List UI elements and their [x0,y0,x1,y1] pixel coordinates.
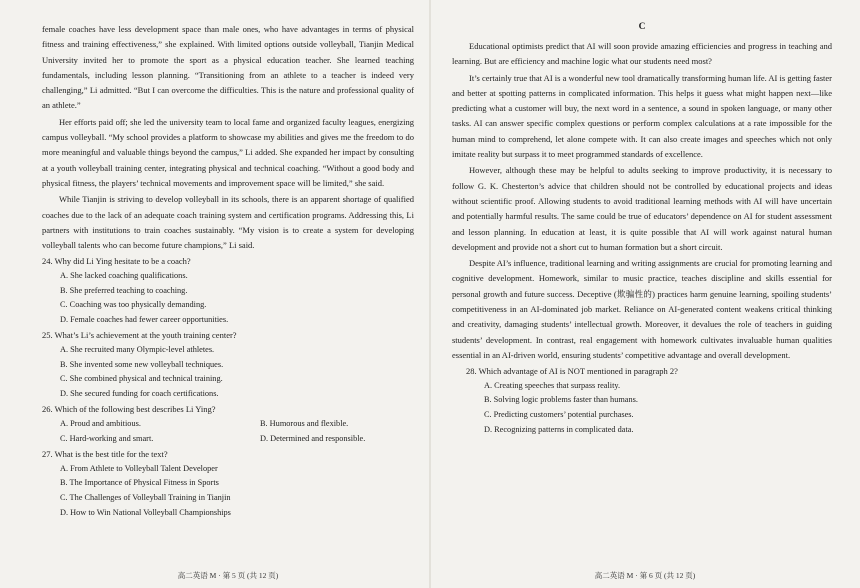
page-6 [430,0,860,588]
option-b: B. Humorous and flexible. [260,418,349,428]
option-c: C. The Challenges of Volleyball Training in Tianjin [60,492,231,502]
option-d: D. Determined and responsible. [260,433,366,443]
passage-paragraph: Her efforts paid off; she led the university team to local fame and organized faculty leagues, energizing campus volleyball. “My school provides a platform to showcase my abilities and gives me the freedom to do more meaningful and valuable things beyond the campus,” Li added. She expanded her impact by consulting at a youth volleyball training center, integrating physical and technical coaching. “Without a good body and physical fitness, the players’ technical movements and improvement space will be limited,” she said. [42,116,414,188]
option-grid [42,417,414,446]
passage-paragraph: Despite AI’s influence, traditional learning and writing assignments are crucial for promoting learning and cognitive development. Homework, similar to music practice, teaches discipline and skills essential for personal growth and future success. Deceptive (欺骗性的) practices harm genuine learning, spoiling students’ competitiveness in an AI-dominated job market. Reliance on AI-generated content weakens critical thinking and creativity, damaging students’ intellectual growth. Moreover, it devalues the role of teachers in guiding students’ development. In contrast, real engagement with homework cultivates invaluable human qualities essential in an AI-driven world, ensuring students’ competitive advantage and overall development. [452,258,832,360]
option-c: C. She combined physical and technical training. [60,374,223,384]
question-stem: 27. What is the best title for the text? [42,449,168,460]
option-d: D. How to Win National Volleyball Championships [60,507,231,517]
passage-paragraph: Educational optimists predict that AI will soon provide amazing efficiencies and progress in teaching and learning. But are efficiency and machine logic what our students need most? [452,41,832,67]
option-a: A. She recruited many Olympic-level athletes. [60,345,215,355]
passage-paragraph: While Tianjin is striving to develop volleyball in its schools, there is an apparent shortage of qualified coaches due to the lack of an adequate coach training system and certification programs. Addressing this, Li partners with institutions to train coaches sustainably. “My vision is to create a system for developing volleyball talents who can become future champions,” Li said. [42,194,414,251]
question-stem: 25. What’s Li’s achievement at the youth training center? [42,330,237,341]
option-d: D. She secured funding for coach certifications. [60,388,219,398]
option-a: A. Proud and ambitious. [60,418,141,428]
passage-paragraph: It’s certainly true that AI is a wonderful new tool dramatically transforming human life. AI is getting faster and better at spotting patterns in complicated information. This helps it guess what might happen next—like predicting what a customer will buy, the next word in a sentence, a sound in spoken language, or many other tasks. AI can answer specific complex questions or perform complex calculations at a rate impossible for the human mind to comprehend, let alone compete with. It can also create images and speeches which not only imitate reality but surpass it to meet programmed standards of excellence. [452,72,832,160]
option-d: D. Female coaches had fewer career opportunities. [60,314,229,324]
option-c: C. Hard-working and smart. [60,433,154,443]
option-c: C. Coaching was too physically demanding. [60,300,207,310]
option-d: D. Recognizing patterns in complicated data. [484,424,634,434]
option-b: B. She invented some new volleyball techniques. [60,359,224,369]
page-footer: 高二英语 M · 第 5 页 (共 12 页) [177,571,279,580]
option-a: A. She lacked coaching qualifications. [60,271,188,281]
option-a: A. From Athlete to Volleyball Talent Developer [60,463,218,473]
question-28 [452,364,832,437]
question-24 [42,254,414,327]
option-c: C. Predicting customers’ potential purchases. [484,410,634,420]
option-b: B. She preferred teaching to coaching. [60,285,188,295]
question-27 [42,447,414,520]
option-a: A. Creating speeches that surpass reality. [484,380,621,390]
question-stem: 28. Which advantage of AI is NOT mentioned in paragraph 2? [466,366,678,377]
question-25 [42,328,414,401]
section-heading: C [638,22,646,32]
passage-paragraph: However, although these may be helpful to adults seeking to improve productivity, it is necessary to follow G. K. Chesterton’s advice that children should not be controlled by educational projects and ideas without scientific proof. Allowing students to avoid traditional learning methods with AI will have uncertain and potentially harmful results. The same could be true of educators’ dependence on AI for student assessment and lesson planning. In education at least, it is quite possible that AI will work against natural human development and provide not a short cut to human formation but a short circuit. [452,165,832,252]
passage-paragraph: female coaches have less development space than male ones, who have advantages in terms of physical fitness and training effectiveness,” she explained. With limited options outside volleyball, Tianjin Medical University invited her to promote the sport as a physical education teacher. She learned teaching fundamentals, including lesson planning. “Transitioning from an athlete to a teacher is indeed very challenging,” Li admitted. “But I can overcome the difficulties. This is the nature and professional quality of an athlete.” [42,24,414,111]
question-26 [42,402,414,446]
question-stem: 24. Why did Li Ying hesitate to be a coach? [42,256,191,267]
page-footer: 高二英语 M · 第 6 页 (共 12 页) [594,571,696,580]
option-b: B. Solving logic problems faster than humans. [484,395,638,405]
option-b: B. The Importance of Physical Fitness in Sports [60,478,219,488]
question-stem: 26. Which of the following best describes Li Ying? [42,404,216,415]
